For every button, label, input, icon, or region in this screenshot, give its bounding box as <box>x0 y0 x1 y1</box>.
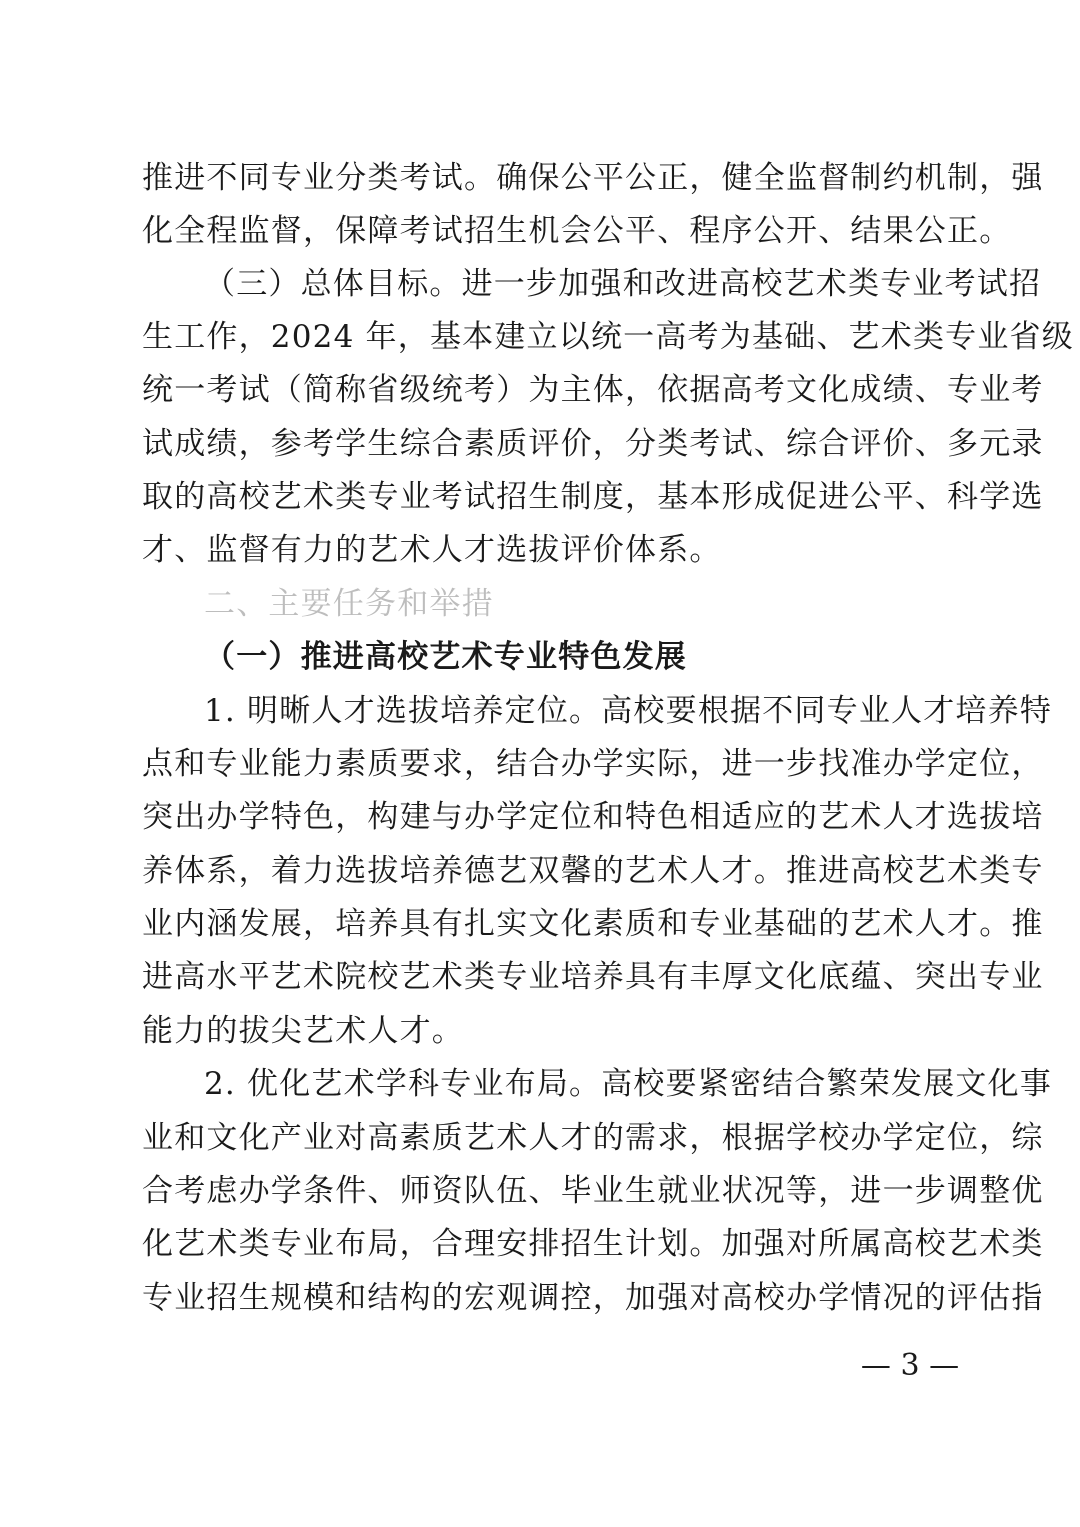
body-text-line: 业和文化产业对高素质艺术人才的需求，根据学校办学定位，综 <box>142 1120 1044 1156</box>
numbered-item-line: 1. 明晰人才选拔培养定位。高校要根据不同专业人才培养特 <box>204 693 1053 729</box>
body-text-line: 能力的拔尖艺术人才。 <box>142 1013 464 1049</box>
body-text-line: 试成绩，参考学生综合素质评价，分类考试、综合评价、多元录 <box>142 426 1044 462</box>
body-text-line: 专业招生规模和结构的宏观调控，加强对高校办学情况的评估指 <box>142 1280 1044 1316</box>
section-heading: 二、主要任务和举措 <box>204 586 494 622</box>
page-number: — 3 — <box>860 1348 960 1383</box>
body-text-line: 合考虑办学条件、师资队伍、毕业生就业状况等，进一步调整优 <box>142 1173 1044 1209</box>
body-text-line: 化全程监督，保障考试招生机会公平、程序公开、结果公正。 <box>142 213 1012 249</box>
body-text-line: 才、监督有力的艺术人才选拔评价体系。 <box>142 532 722 568</box>
body-text-line: 养体系，着力选拔培养德艺双馨的艺术人才。推进高校艺术类专 <box>142 853 1044 889</box>
body-text-line: 取的高校艺术类专业考试招生制度，基本形成促进公平、科学选 <box>142 479 1044 515</box>
body-text-line: 生工作，2024 年，基本建立以统一高考为基础、艺术类专业省级 <box>142 319 1074 355</box>
body-text-line: 统一考试（简称省级统考）为主体，依据高考文化成绩、专业考 <box>142 372 1044 408</box>
numbered-item-line: 2. 优化艺术学科专业布局。高校要紧密结合繁荣发展文化事 <box>204 1066 1053 1102</box>
body-text-line: 点和专业能力素质要求，结合办学实际，进一步找准办学定位， <box>142 746 1044 782</box>
body-text-line: 化艺术类专业布局，合理安排招生计划。加强对所属高校艺术类 <box>142 1226 1044 1262</box>
body-text-line: 进高水平艺术院校艺术类专业培养具有丰厚文化底蕴、突出专业 <box>142 959 1044 995</box>
section-goal-line: （三）总体目标。进一步加强和改进高校艺术类专业考试招 <box>204 266 1042 302</box>
subsection-heading: （一）推进高校艺术专业特色发展 <box>204 639 687 675</box>
body-text-line: 业内涵发展，培养具有扎实文化素质和专业基础的艺术人才。推 <box>142 906 1044 942</box>
body-text-line: 突出办学特色，构建与办学定位和特色相适应的艺术人才选拔培 <box>142 799 1044 835</box>
body-text-line: 推进不同专业分类考试。确保公平公正，健全监督制约机制，强 <box>142 160 1044 196</box>
